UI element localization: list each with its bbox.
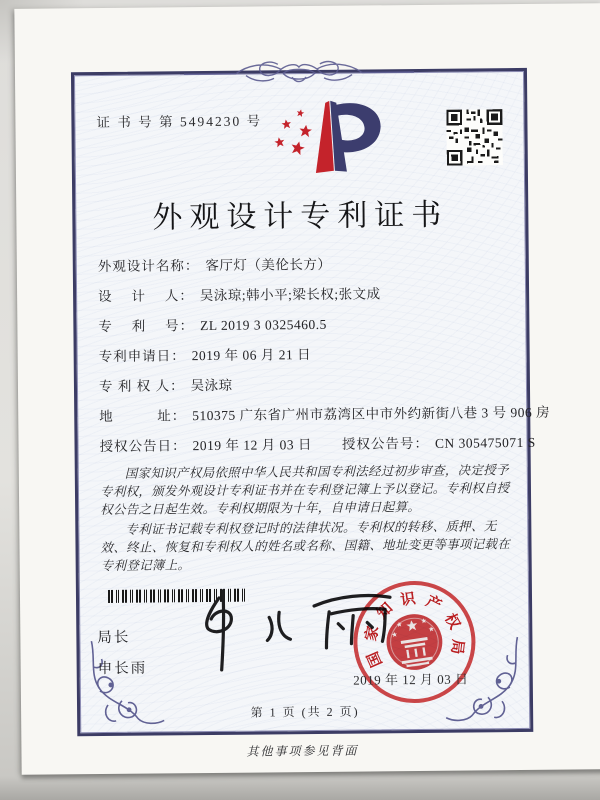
certificate-paper [14,3,600,775]
legal-body-text [100,461,513,577]
field-row-patent-number [98,314,512,336]
qr-code [446,109,503,166]
page-number: 第 1 页 (共 2 页) [250,704,360,720]
seal-character: 产 [423,593,444,615]
cnipa-patent-logo-icon [266,92,407,179]
field-value: 2019 年 12 月 03 日 [192,437,312,454]
certificate-fields [97,254,551,468]
field-row-address [99,404,551,426]
seal-character: 国 [365,648,386,670]
signer-block [97,626,147,688]
field-value: 2019 年 06 月 21 日 [191,347,312,364]
footer-note: 其他事项参见背面 [246,743,359,759]
signer-title: 局长 [97,629,131,647]
issue-date: 2019 年 12 月 03 日 [353,671,469,688]
field-value: ZL 2019 3 0325460.5 [200,316,327,334]
field-value: 客厅灯（美伦长方） [205,256,332,274]
field-label: 专利申请日： [98,348,186,365]
field-row-filing-date [99,344,513,366]
grant-number-value: CN 305475071 S [434,434,536,451]
top-scroll-ornament-icon [184,56,414,90]
field-row-patentee [99,374,513,396]
seal-character: 知 [374,600,397,623]
field-label: 设 计 人： [98,288,194,305]
seal-character: 权 [441,611,463,633]
national-emblem-icon [379,607,450,678]
field-label: 专 利 号： [98,318,195,335]
field-label: 专 利 权 人： [98,378,185,395]
field-label: 外观设计名称： [97,258,200,275]
body-paragraph: 专利证书记载专利权登记时的法律状况。专利权的转移、质押、无效、终止、恢复和专利权人的姓名或名称、国籍、地址变更等事项记载在专利登记簿上。 [100,519,511,574]
seal-character: 识 [399,590,417,610]
field-value: 510375 广东省广州市荔湾区中市外约新街八巷 3 号 906 房 [192,404,551,424]
grant-number-label: 授权公告号： [341,435,429,452]
seal-character: 家 [363,624,383,643]
certificate-frame [71,68,551,736]
field-row-design-name [98,254,512,276]
field-row-designers [98,284,512,306]
field-value: 吴泳琼;韩小平;梁长权;张文成 [199,286,381,304]
certificate-number: 证 书 号 第 5494230 号 [96,113,263,131]
signer-name: 申长雨 [97,660,148,678]
field-row-grant-date-and-number [99,434,536,456]
field-value: 吴泳琼 [190,377,233,394]
certificate-title: 外观设计专利证书 [152,198,449,235]
seal-character: 局 [447,638,466,656]
body-paragraph: 国家知识产权局依照中华人民共和国专利法经过初步审查，决定授予专利权，颁发外观设计专利证书并在专利登记簿上予以登记。专利权自授权公告之日起生效。专利权期限为十年，自申请日起算。 [99,463,510,518]
field-label: 授权公告日： [99,438,187,455]
field-label: 地 址： [99,408,187,425]
